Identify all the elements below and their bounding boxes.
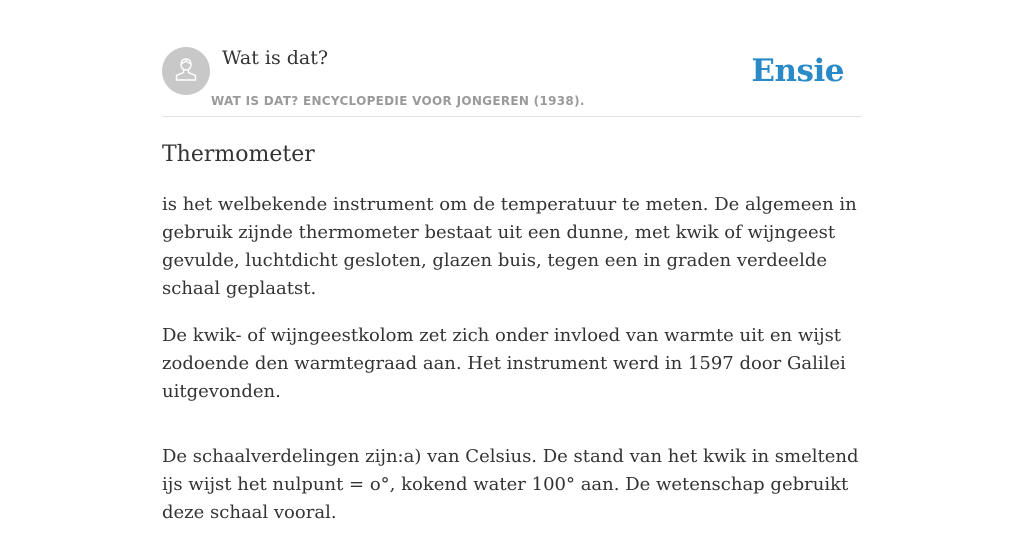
- source-header: [162, 46, 862, 117]
- article-paragraph: De schaalverdelingen zijn:a) van Celsius. De stand van het kwik in smeltend ijs wijst het nulpunt = o°, kokend water 100° aan. De wetenschap gebruikt deze schaal vooral.: [162, 446, 859, 523]
- avatar[interactable]: [162, 47, 210, 95]
- article-paragraph: De kwik- of wijngeestkolom zet zich onder invloed van warmte uit en wijst zodoende den warmtegraad aan. Het instrument werd in 1597 door Galilei uitgevonden.: [162, 325, 846, 402]
- brand-logo[interactable]: Ensie: [751, 53, 844, 89]
- user-icon: [171, 54, 201, 89]
- paragraph-break: [162, 415, 862, 443]
- article-paragraph: is het welbekende instrument om de temperatuur te meten. De algemeen in gebruik zijnde thermometer bestaat uit een dunne, met kwik of wijngeest gevulde, luchtdicht gesloten, glazen buis, tegen een in graden verdeelde schaal geplaatst.: [162, 194, 857, 299]
- source-subtitle[interactable]: WAT IS DAT? ENCYCLOPEDIE VOOR JONGEREN (1938).: [211, 94, 585, 108]
- article-term: Thermometer: [162, 142, 315, 167]
- article-content: [162, 140, 862, 546]
- source-title[interactable]: Wat is dat?: [222, 47, 329, 69]
